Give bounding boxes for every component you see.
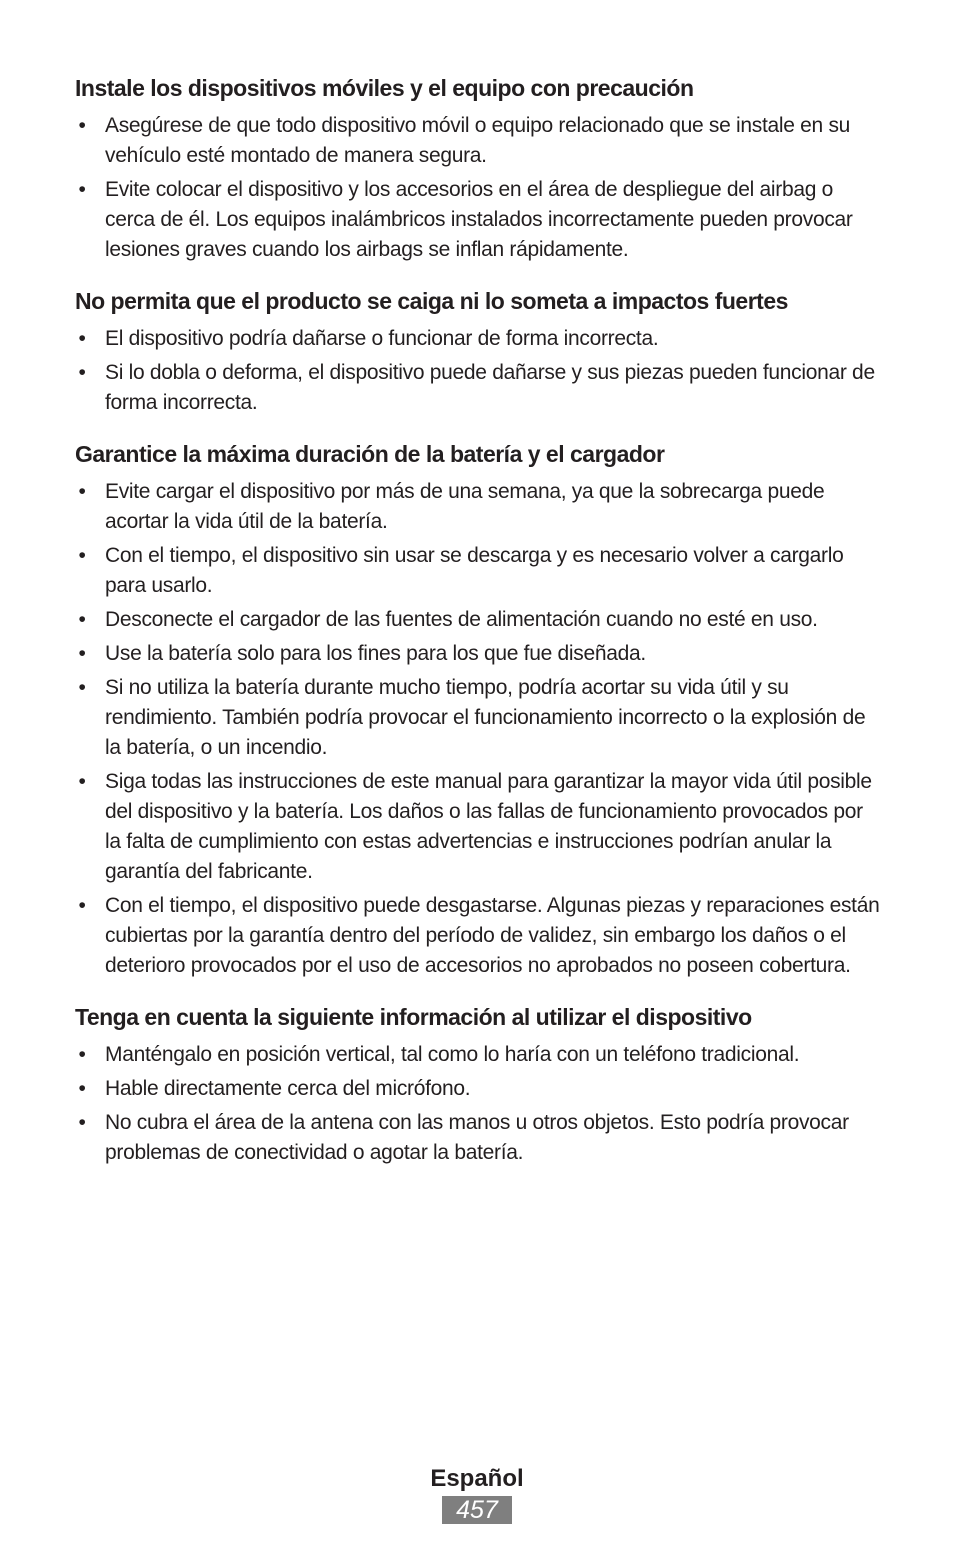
list-item [75, 639, 883, 669]
list-item [75, 1074, 883, 1104]
list-item-text: No cubra el área de la antena con las manos u otros objetos. Esto podría provocar problemas de conectividad o agotar la batería. [105, 1111, 849, 1164]
list-item [75, 1108, 883, 1168]
bullet-icon: • [78, 642, 86, 665]
bullet-icon: • [78, 894, 86, 917]
bullet-icon: • [78, 608, 86, 631]
list-item-text: Desconecte el cargador de las fuentes de alimentación cuando no esté en uso. [105, 608, 818, 631]
document-body [75, 72, 883, 1188]
bullet-icon: • [78, 1111, 86, 1134]
bullet-icon: • [78, 361, 86, 384]
page-footer [0, 1462, 954, 1524]
bullet-icon: • [78, 327, 86, 350]
list-item-text: Use la batería solo para los fines para los que fue diseñada. [105, 642, 646, 665]
section-drop-impact [75, 285, 883, 418]
list-item-text: Manténgalo en posición vertical, tal como lo haría con un teléfono tradicional. [105, 1043, 800, 1066]
list-item-text: Si no utiliza la batería durante mucho tiempo, podría acortar su vida útil y su rendimiento. También podría provocar el funcionamiento incorrecto o la explosión de la batería, o un incendio. [105, 676, 866, 759]
bullet-list [75, 111, 883, 265]
footer-language: Español [430, 1465, 524, 1492]
bullet-list [75, 1040, 883, 1168]
list-item [75, 324, 883, 354]
bullet-icon: • [78, 544, 86, 567]
list-item [75, 891, 883, 981]
section-title: Instale los dispositivos móviles y el equipo con precaución [75, 75, 694, 101]
list-item [75, 541, 883, 601]
list-item-text: Con el tiempo, el dispositivo puede desgastarse. Algunas piezas y reparaciones están cubiertas por la garantía dentro del período de validez, sin embargo los daños o el deterioro provocados por el uso de accesorios no aprobados no poseen cobertura. [105, 894, 880, 977]
list-item-text: Evite cargar el dispositivo por más de una semana, ya que la sobrecarga puede acortar la vida útil de la batería. [105, 480, 825, 533]
section-title: Tenga en cuenta la siguiente información al utilizar el dispositivo [75, 1004, 752, 1030]
list-item [75, 111, 883, 171]
list-item-text: Siga todas las instrucciones de este manual para garantizar la mayor vida útil posible del dispositivo y la batería. Los daños o las fallas de funcionamiento provocados por la falta de cumplimiento con estas advertencias e instrucciones podrían anular la garantía del fabricante. [105, 770, 872, 883]
bullet-icon: • [78, 676, 86, 699]
list-item-text: Hable directamente cerca del micrófono. [105, 1077, 471, 1100]
section-install-devices [75, 72, 883, 265]
list-item-text: El dispositivo podría dañarse o funcionar de forma incorrecta. [105, 327, 659, 350]
list-item [75, 477, 883, 537]
list-item [75, 358, 883, 418]
page-number: 457 [442, 1496, 512, 1524]
list-item [75, 1040, 883, 1070]
bullet-icon: • [78, 1077, 86, 1100]
bullet-icon: • [78, 770, 86, 793]
list-item-text: Si lo dobla o deforma, el dispositivo puede dañarse y sus piezas pueden funcionar de forma incorrecta. [105, 361, 875, 414]
bullet-icon: • [78, 114, 86, 137]
bullet-list [75, 477, 883, 981]
section-battery-life [75, 438, 883, 981]
list-item-text: Evite colocar el dispositivo y los accesorios en el área de despliegue del airbag o cerca de él. Los equipos inalámbricos instalados incorrectamente pueden provocar lesiones graves cuando los airbags se inflan rápidamente. [105, 178, 853, 261]
list-item [75, 767, 883, 887]
bullet-icon: • [78, 480, 86, 503]
list-item [75, 175, 883, 265]
list-item-text: Asegúrese de que todo dispositivo móvil o equipo relacionado que se instale en su vehículo esté montado de manera segura. [105, 114, 851, 167]
section-title: Garantice la máxima duración de la batería y el cargador [75, 441, 665, 467]
section-title: No permita que el producto se caiga ni lo someta a impactos fuertes [75, 288, 788, 314]
bullet-icon: • [78, 178, 86, 201]
section-usage-info [75, 1001, 883, 1168]
list-item [75, 605, 883, 635]
bullet-icon: • [78, 1043, 86, 1066]
list-item-text: Con el tiempo, el dispositivo sin usar se descarga y es necesario volver a cargarlo para usarlo. [105, 544, 844, 597]
list-item [75, 673, 883, 763]
bullet-list [75, 324, 883, 418]
